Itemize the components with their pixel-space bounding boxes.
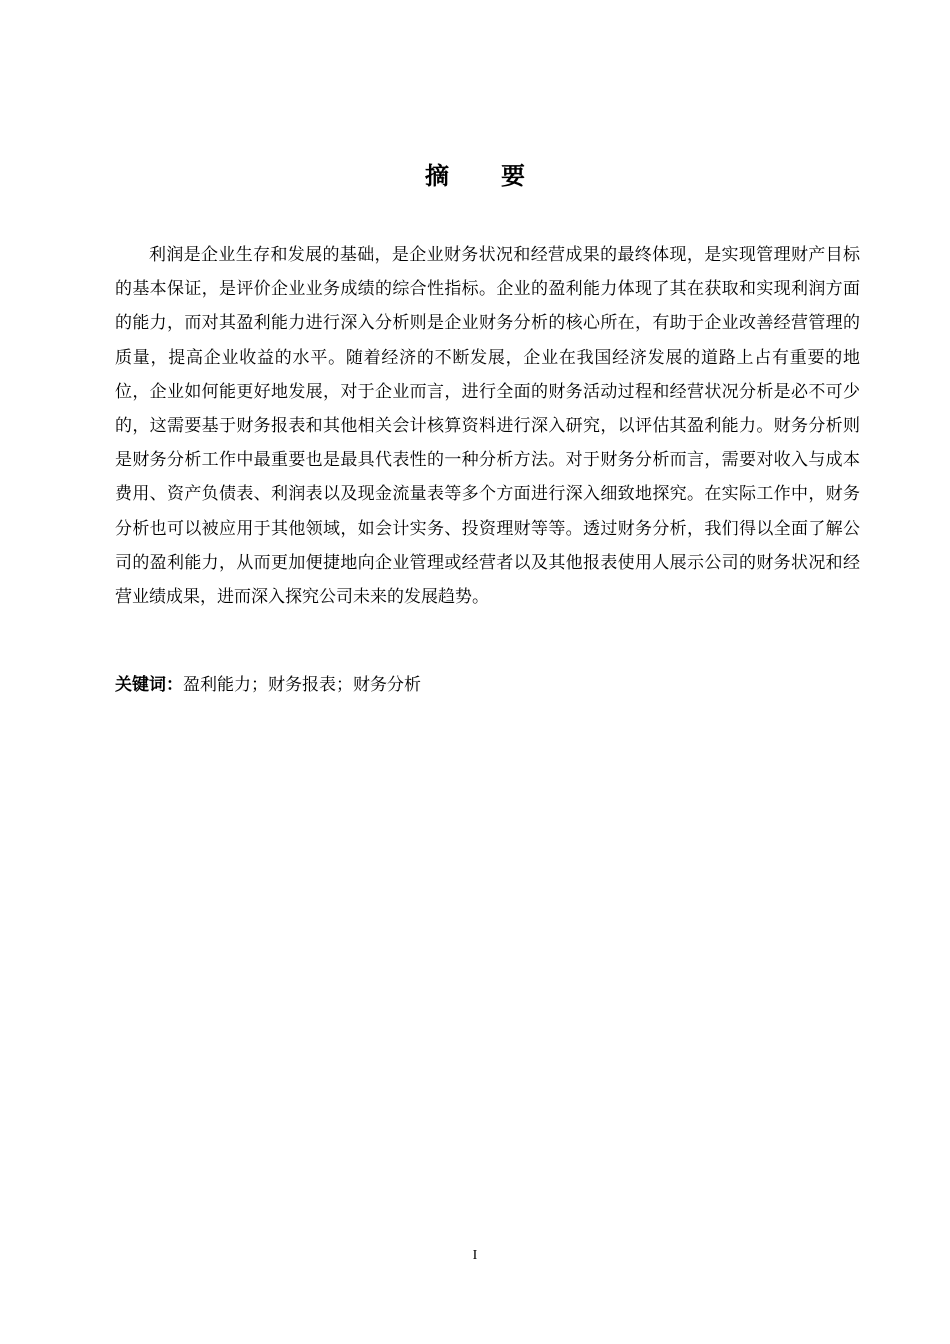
page-number: I (472, 1248, 478, 1263)
keywords-line (115, 670, 860, 700)
abstract-title: 摘 要 (425, 162, 539, 190)
keywords-label: 关键词： (115, 675, 183, 695)
abstract-paragraph: 利润是企业生存和发展的基础，是企业财务状况和经营成果的最终体现，是实现管理财产目标的基本保证，是评价企业业务成绩的综合性指标。企业的盈利能力体现了其在获取和实现利润方面的能力，而对其盈利能力进行深入分析则是企业财务分析的核心所在，有助于企业改善经营管理的质量，提高企业收益的水平。随着经济的不断发展，企业在我国经济发展的道路上占有重要的地位，企业如何能更好地发展，对于企业而言，进行全面的财务活动过程和经营状况分析是必不可少的，这需要基于财务报表和其他相关会计核算资料进行深入研究，以评估其盈利能力。财务分析则是财务分析工作中最重要也是最具代表性的一种分析方法。对于财务分析而言，需要对收入与成本费用、资产负债表、利润表以及现金流量表等多个方面进行深入细致地探究。在实际工作中，财务分析也可以被应用于其他领域，如会计实务、投资理财等等。透过财务分析，我们得以全面了解公司的盈利能力，从而更加便捷地向企业管理或经营者以及其他报表使用人展示公司的财务状况和经营业绩成果，进而深入探究公司未来的发展趋势。 (115, 245, 860, 608)
keywords-list: 盈利能力；财务报表；财务分析 (183, 675, 421, 695)
